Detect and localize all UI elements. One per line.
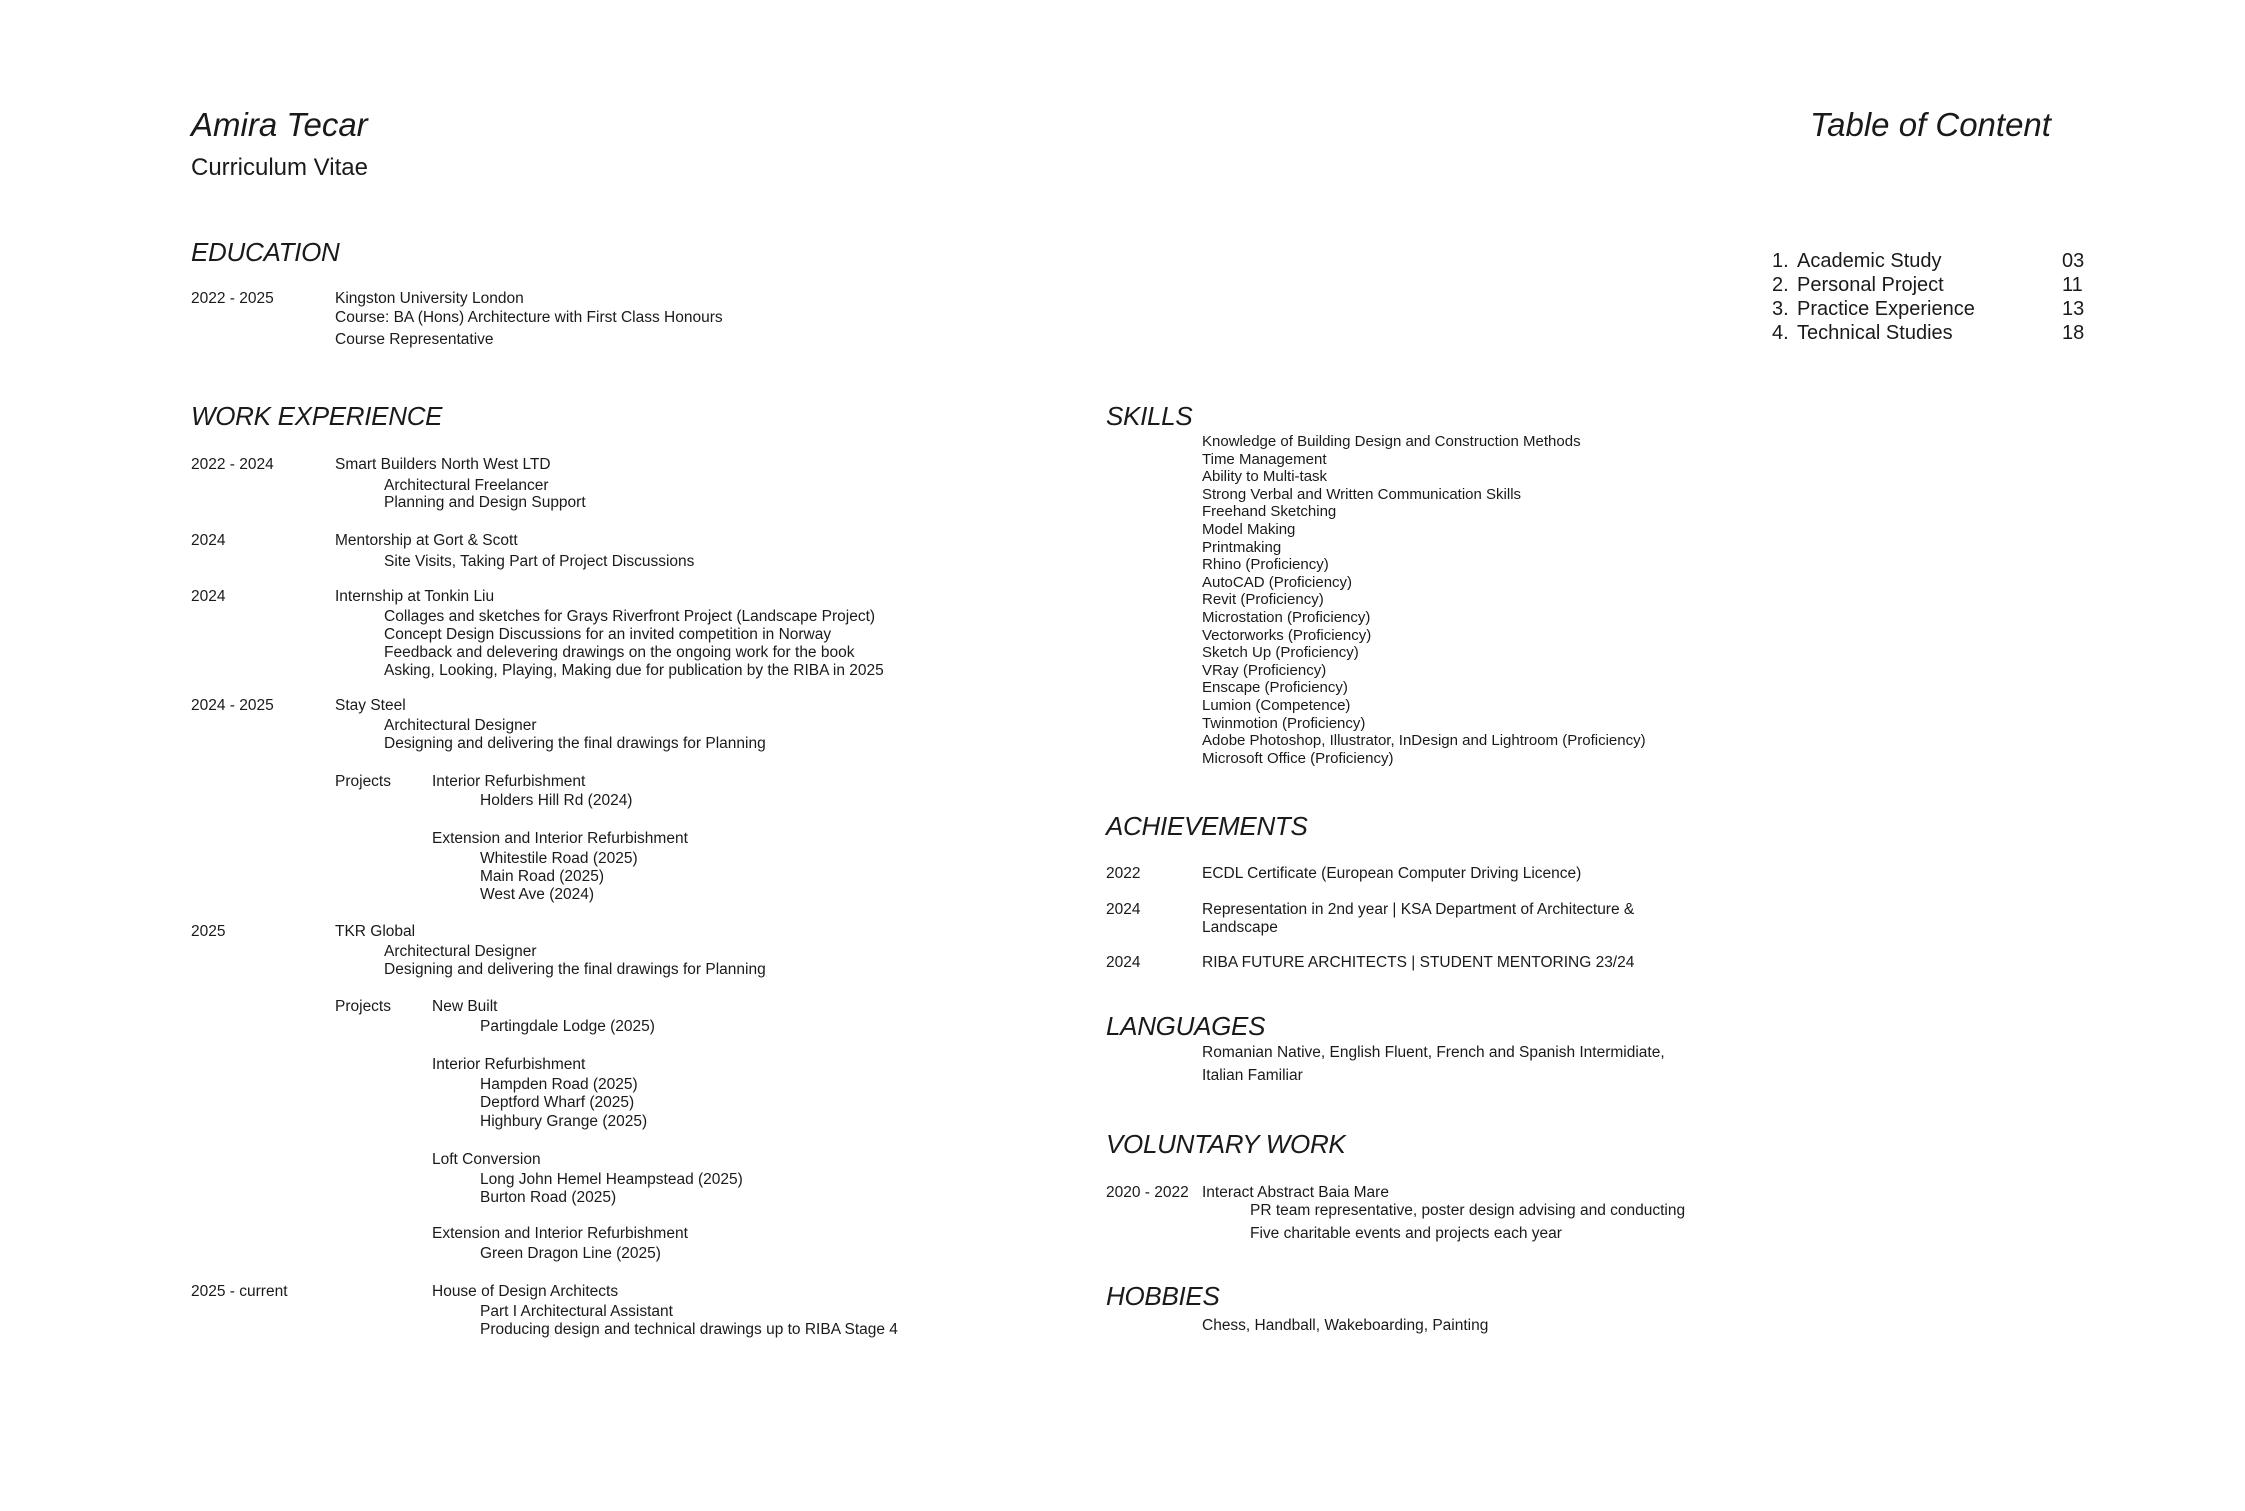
work-detail: Collages and sketches for Grays Riverfront Project (Landscape Project)	[384, 608, 876, 625]
skill-item: Microsoft Office (Proficiency)	[1202, 749, 1394, 767]
work-detail: Feedback and delevering drawings on the ongoing work for the book	[384, 644, 855, 661]
achievement-date: 2022	[1106, 865, 1141, 882]
achievement-text: ECDL Certificate (European Computer Driving Licence)	[1202, 865, 1582, 882]
work-detail: Architectural Designer	[384, 943, 537, 960]
skill-item: AutoCAD (Proficiency)	[1202, 573, 1353, 591]
toc-item[interactable]	[1772, 250, 2092, 274]
project-type: Extension and Interior Refurbishment	[432, 830, 688, 847]
skill-item: Printmaking	[1202, 538, 1282, 556]
education-line: Course Representative	[335, 331, 494, 348]
achievement-text: RIBA FUTURE ARCHITECTS | STUDENT MENTORING 23/24	[1202, 954, 1635, 971]
skill-item: VRay (Proficiency)	[1202, 661, 1327, 679]
skills-list	[1202, 433, 1646, 767]
work-heading: WORK EXPERIENCE	[191, 401, 443, 431]
skill-item: Time Management	[1202, 450, 1327, 468]
projects-label: Projects	[335, 998, 391, 1015]
work-date: 2022 - 2024	[191, 456, 274, 473]
languages-heading: LANGUAGES	[1106, 1011, 1266, 1041]
voluntary-date: 2020 - 2022	[1106, 1184, 1189, 1201]
work-detail: Architectural Designer	[384, 717, 537, 734]
skills-heading: SKILLS	[1106, 401, 1193, 431]
languages-line: Romanian Native, English Fluent, French and Spanish Intermidiate,	[1202, 1044, 1665, 1061]
skill-item: Sketch Up (Proficiency)	[1202, 644, 1359, 662]
project-item: West Ave (2024)	[480, 886, 595, 903]
toc-item-label: Technical Studies	[1797, 322, 1953, 344]
toc-item-number: 1.	[1772, 250, 1789, 272]
hobbies-text: Chess, Handball, Wakeboarding, Painting	[1202, 1317, 1489, 1334]
toc-item-label: Personal Project	[1797, 274, 1944, 296]
toc-item-page: 11	[2062, 274, 2083, 296]
project-type: Extension and Interior Refurbishment	[432, 1225, 688, 1242]
skill-item: Knowledge of Building Design and Construction Methods	[1202, 433, 1581, 450]
work-date: 2024 - 2025	[191, 697, 274, 714]
skill-item: Lumion (Competence)	[1202, 696, 1351, 714]
project-type: Interior Refurbishment	[432, 1056, 586, 1073]
work-date: 2024	[191, 588, 226, 605]
toc-item-page: 03	[2062, 250, 2085, 272]
skill-item: Rhino (Proficiency)	[1202, 556, 1329, 574]
voluntary-detail: PR team representative, poster design advising and conducting	[1250, 1202, 1686, 1219]
project-item: Long John Hemel Heampstead (2025)	[480, 1171, 743, 1188]
work-title: House of Design Architects	[432, 1283, 619, 1300]
voluntary-detail: Five charitable events and projects each year	[1250, 1225, 1562, 1242]
project-type: New Built	[432, 998, 498, 1015]
toc-item[interactable]	[1772, 298, 2092, 322]
work-title: Internship at Tonkin Liu	[335, 588, 495, 605]
toc-item-number: 4.	[1772, 322, 1789, 344]
skill-item: Microstation (Proficiency)	[1202, 608, 1371, 626]
work-title: Smart Builders North West LTD	[335, 456, 551, 473]
project-item: Main Road (2025)	[480, 868, 605, 885]
achievement-date: 2024	[1106, 954, 1141, 971]
project-item: Green Dragon Line (2025)	[480, 1245, 661, 1262]
hobbies-heading: HOBBIES	[1106, 1281, 1220, 1311]
work-detail: Part I Architectural Assistant	[480, 1303, 673, 1320]
work-detail: Site Visits, Taking Part of Project Discussions	[384, 553, 695, 570]
work-date: 2024	[191, 532, 226, 549]
skill-item: Enscape (Proficiency)	[1202, 679, 1348, 697]
work-detail: Asking, Looking, Playing, Making due for publication by the RIBA in 2025	[384, 662, 884, 679]
work-detail: Architectural Freelancer	[384, 477, 549, 494]
achievement-date: 2024	[1106, 901, 1141, 918]
education-line: Kingston University London	[335, 290, 524, 307]
toc-title: Table of Content	[1810, 106, 2051, 143]
work-detail: Designing and delivering the final drawings for Planning	[384, 961, 766, 978]
education-heading: EDUCATION	[191, 237, 340, 267]
toc-item-page: 13	[2062, 298, 2085, 320]
work-title: Stay Steel	[335, 697, 406, 714]
languages-line: Italian Familiar	[1202, 1067, 1303, 1084]
skill-item: Strong Verbal and Written Communication Skills	[1202, 485, 1522, 503]
toc-item-number: 2.	[1772, 274, 1789, 296]
toc-item-label: Academic Study	[1797, 250, 1942, 272]
toc-item[interactable]	[1772, 322, 2092, 346]
cv-subtitle: Curriculum Vitae	[191, 154, 368, 181]
project-item: Whitestile Road (2025)	[480, 850, 638, 867]
toc-item-number: 3.	[1772, 298, 1789, 320]
skill-item: Vectorworks (Proficiency)	[1202, 626, 1372, 644]
toc-item[interactable]	[1772, 274, 2092, 298]
skill-item: Adobe Photoshop, Illustrator, InDesign and Lightroom (Proficiency)	[1202, 732, 1646, 750]
project-item: Burton Road (2025)	[480, 1189, 617, 1206]
project-type: Loft Conversion	[432, 1151, 541, 1168]
project-type: Interior Refurbishment	[432, 773, 586, 790]
skill-item: Revit (Proficiency)	[1202, 591, 1324, 609]
achievements-heading: ACHIEVEMENTS	[1106, 811, 1308, 841]
project-item: Deptford Wharf (2025)	[480, 1094, 635, 1111]
work-date: 2025	[191, 923, 226, 940]
cv-name: Amira Tecar	[191, 106, 368, 143]
projects-label: Projects	[335, 773, 391, 790]
work-title: TKR Global	[335, 923, 416, 940]
toc-list	[1772, 250, 2092, 346]
toc-item-page: 18	[2062, 322, 2085, 344]
work-detail: Producing design and technical drawings up to RIBA Stage 4	[480, 1321, 898, 1338]
work-date: 2025 - current	[191, 1283, 288, 1300]
toc-item-label: Practice Experience	[1797, 298, 1975, 320]
project-item: Partingdale Lodge (2025)	[480, 1018, 655, 1035]
skill-item: Ability to Multi-task	[1202, 468, 1328, 486]
skill-item: Twinmotion (Proficiency)	[1202, 714, 1366, 732]
education-line: Course: BA (Hons) Architecture with First Class Honours	[335, 309, 723, 326]
achievement-text: Landscape	[1202, 919, 1278, 936]
project-item: Hampden Road (2025)	[480, 1076, 638, 1093]
voluntary-heading: VOLUNTARY WORK	[1106, 1129, 1346, 1159]
project-item: Holders Hill Rd (2024)	[480, 792, 633, 809]
project-item: Highbury Grange (2025)	[480, 1113, 648, 1130]
achievement-text: Representation in 2nd year | KSA Department of Architecture &	[1202, 901, 1635, 918]
work-detail: Concept Design Discussions for an invited competition in Norway	[384, 626, 832, 643]
work-title: Mentorship at Gort & Scott	[335, 532, 518, 549]
work-detail: Planning and Design Support	[384, 494, 586, 511]
education-date: 2022 - 2025	[191, 290, 274, 307]
skill-item: Model Making	[1202, 520, 1296, 538]
skill-item: Freehand Sketching	[1202, 503, 1337, 521]
work-detail: Designing and delivering the final drawings for Planning	[384, 735, 766, 752]
voluntary-title: Interact Abstract Baia Mare	[1202, 1184, 1389, 1201]
